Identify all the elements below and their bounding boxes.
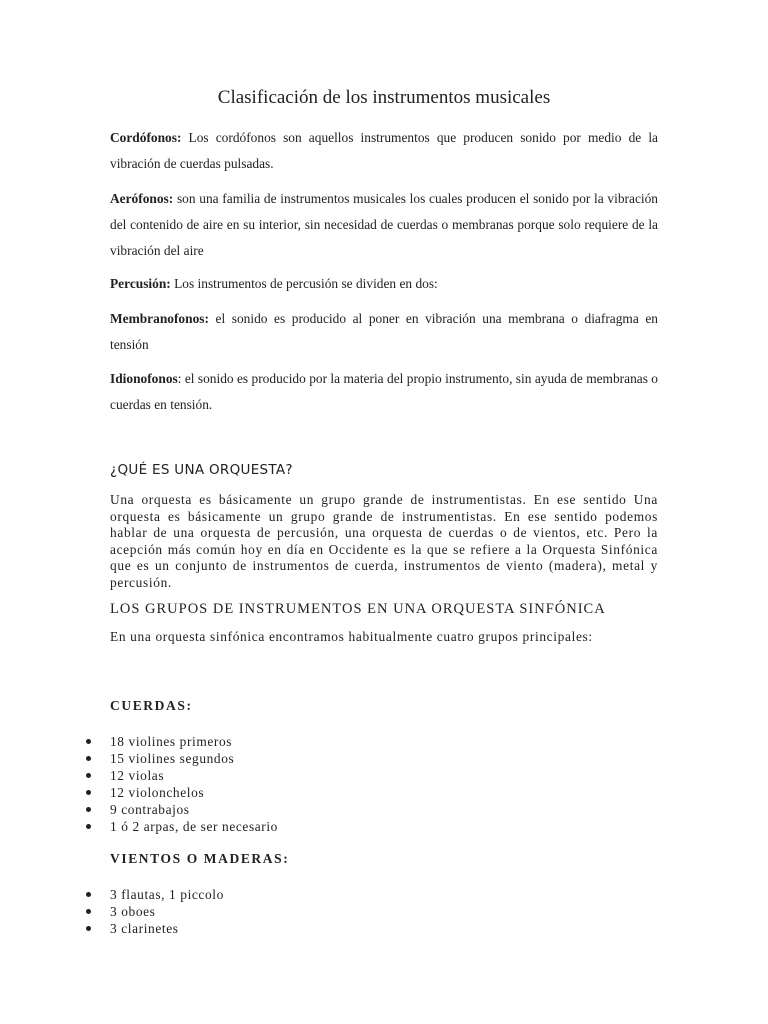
- definition-percusion: [110, 271, 658, 297]
- definition-term: Idionofonos: [110, 371, 178, 386]
- list-item: 3 clarinetes: [86, 920, 224, 937]
- definition-term: Percusión:: [110, 276, 171, 291]
- grupos-intro: En una orquesta sinfónica encontramos habitualmente cuatro grupos principales:: [110, 629, 593, 644]
- list-item: 12 violonchelos: [86, 784, 278, 801]
- bullet-icon: [86, 756, 91, 761]
- bullet-icon: [86, 892, 91, 897]
- list-item: 3 oboes: [86, 903, 224, 920]
- definition-text: Los instrumentos de percusión se dividen en dos:: [170, 276, 438, 291]
- definition-term: Aerófonos:: [110, 191, 174, 206]
- orquesta-heading: ¿QUÉ ES UNA ORQUESTA?: [110, 462, 293, 478]
- definition-cordofonos: [110, 125, 658, 177]
- vientos-heading: VIENTOS O MADERAS:: [110, 851, 290, 866]
- bullet-icon: [86, 807, 91, 812]
- grupos-heading: LOS GRUPOS DE INSTRUMENTOS EN UNA ORQUESTA SINFÓNICA: [110, 601, 606, 617]
- list-item: 12 violas: [86, 767, 278, 784]
- bullet-icon: [86, 926, 91, 931]
- list-item: 18 violines primeros: [86, 733, 278, 750]
- cuerdas-heading: CUERDAS:: [110, 698, 193, 713]
- bullet-icon: [86, 824, 91, 829]
- definition-text: Los cordófonos son aquellos instrumentos que producen sonido por medio de la vibración de cuerdas pulsadas.: [110, 130, 658, 171]
- bullet-icon: [86, 739, 91, 744]
- cuerdas-list: [86, 733, 278, 835]
- bullet-icon: [86, 790, 91, 795]
- list-item: 15 violines segundos: [86, 750, 278, 767]
- orquesta-paragraph: Una orquesta es básicamente un grupo grande de instrumentistas. En ese sentido Una orquesta es básicamente un grupo grande de instrumentistas. En ese sentido podemos hablar de una orquesta de percusión, una orquesta de cuerdas o de vientos, etc. Pero la acepción más común hoy en día en Occidente es la que se refiere a la Orquesta Sinfónica que es un conjunto de instrumentos de cuerda, instrumentos de viento (madera), metal y percusión.: [110, 492, 658, 590]
- definition-text: : el sonido es producido por la materia del propio instrumento, sin ayuda de membranas o cuerdas en tensión.: [110, 371, 658, 412]
- definition-term: Membranofonos:: [110, 311, 209, 326]
- list-item: 3 flautas, 1 piccolo: [86, 886, 224, 903]
- definition-term: Cordófonos:: [110, 130, 182, 145]
- list-item: 1 ó 2 arpas, de ser necesario: [86, 818, 278, 835]
- definition-text: son una familia de instrumentos musicales los cuales producen el sonido por la vibración del contenido de aire en su interior, sin necesidad de cuerdas o membranas porque solo requiere de la vibración del aire: [110, 191, 658, 258]
- list-item: 9 contrabajos: [86, 801, 278, 818]
- vientos-list: [86, 886, 224, 937]
- document-title: Clasificación de los instrumentos musicales: [217, 87, 551, 108]
- bullet-icon: [86, 773, 91, 778]
- definition-membranofonos: [110, 306, 658, 358]
- definition-aerofonos: [110, 186, 658, 264]
- definition-text: el sonido es producido al poner en vibración una membrana o diafragma en tensión: [110, 311, 658, 352]
- bullet-icon: [86, 909, 91, 914]
- definition-idionofonos: [110, 366, 658, 418]
